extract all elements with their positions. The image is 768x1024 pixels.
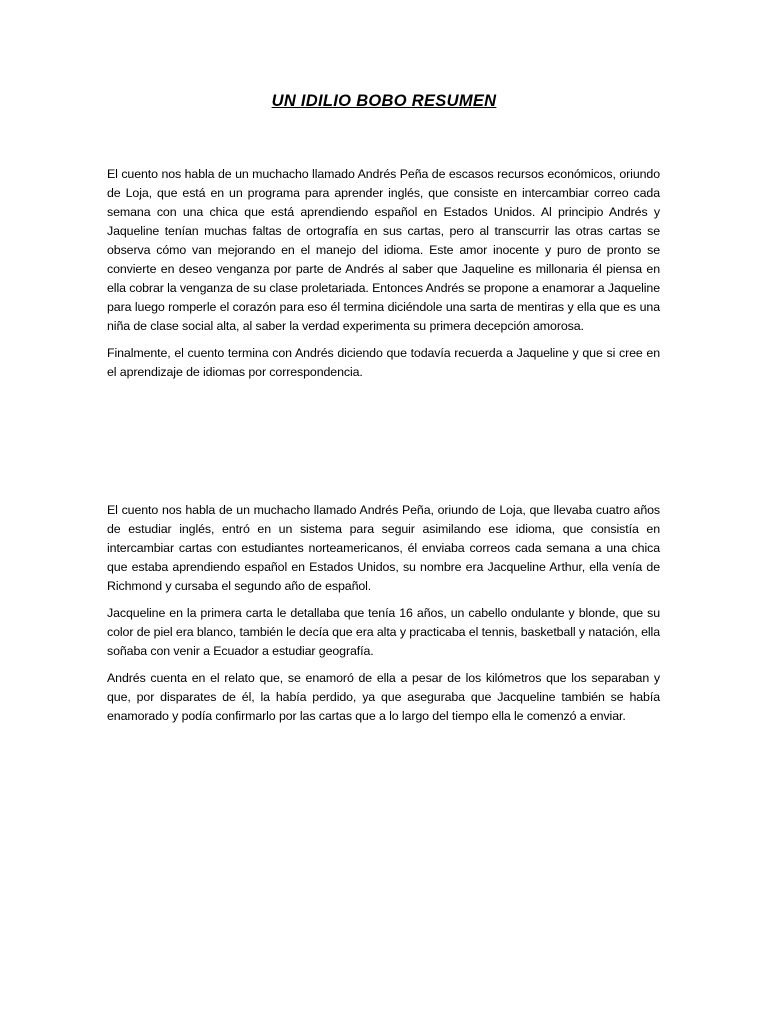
paragraph: Jacqueline en la primera carta le detallaba que tenía 16 años, un cabello ondulante y blonde, que su color de piel era blanco, también le decía que era alta y practicaba el tennis, basketball y natación, ella soñaba con venir a Ecuador a estudiar geografía. xyxy=(107,606,660,658)
paragraph: El cuento nos habla de un muchacho llamado Andrés Peña de escasos recursos económicos, oriundo de Loja, que está en un programa para aprender inglés, que consiste en intercambiar correo cada semana con una chica que está aprendiendo español en Estados Unidos. Al principio Andrés y Jaqueline tenían muchas faltas de ortografía en sus cartas, pero al transcurrir las otras cartas se observa cómo van mejorando en el manejo del idioma. Este amor inocente y puro de pronto se convierte en deseo venganza por parte de Andrés al saber que Jaqueline es millonaria él piensa en ella cobrar la venganza de su clase proletariada. Entonces Andrés se propone a enamorar a Jaqueline para luego romperle el corazón para eso él termina diciéndole una sarta de mentiras y ella que es una niña de clase social alta, al saber la verdad experimenta su primera decepción amorosa. xyxy=(107,167,660,333)
summary-section-2 xyxy=(107,501,660,734)
document-title: UN IDILIO BOBO RESUMEN xyxy=(271,92,497,110)
paragraph: Andrés cuenta en el relato que, se enamoró de ella a pesar de los kilómetros que los separaban y que, por disparates de él, la había perdido, ya que aseguraba que Jacqueline también se había enamorado y podía confirmarlo por las cartas que a lo largo del tiempo ella le comenzó a enviar. xyxy=(107,671,660,723)
summary-section-1 xyxy=(107,165,660,390)
paragraph: El cuento nos habla de un muchacho llamado Andrés Peña, oriundo de Loja, que llevaba cuatro años de estudiar inglés, entró en un sistema para seguir asimilando ese idioma, que consistía en intercambiar cartas con estudiantes norteamericanos, él enviaba correos cada semana a una chica que estaba aprendiendo español en Estados Unidos, su nombre era Jacqueline Arthur, ella venía de Richmond y cursaba el segundo año de español. xyxy=(107,503,660,593)
paragraph: Finalmente, el cuento termina con Andrés diciendo que todavía recuerda a Jaqueline y que si cree en el aprendizaje de idiomas por correspondencia. xyxy=(107,346,660,379)
